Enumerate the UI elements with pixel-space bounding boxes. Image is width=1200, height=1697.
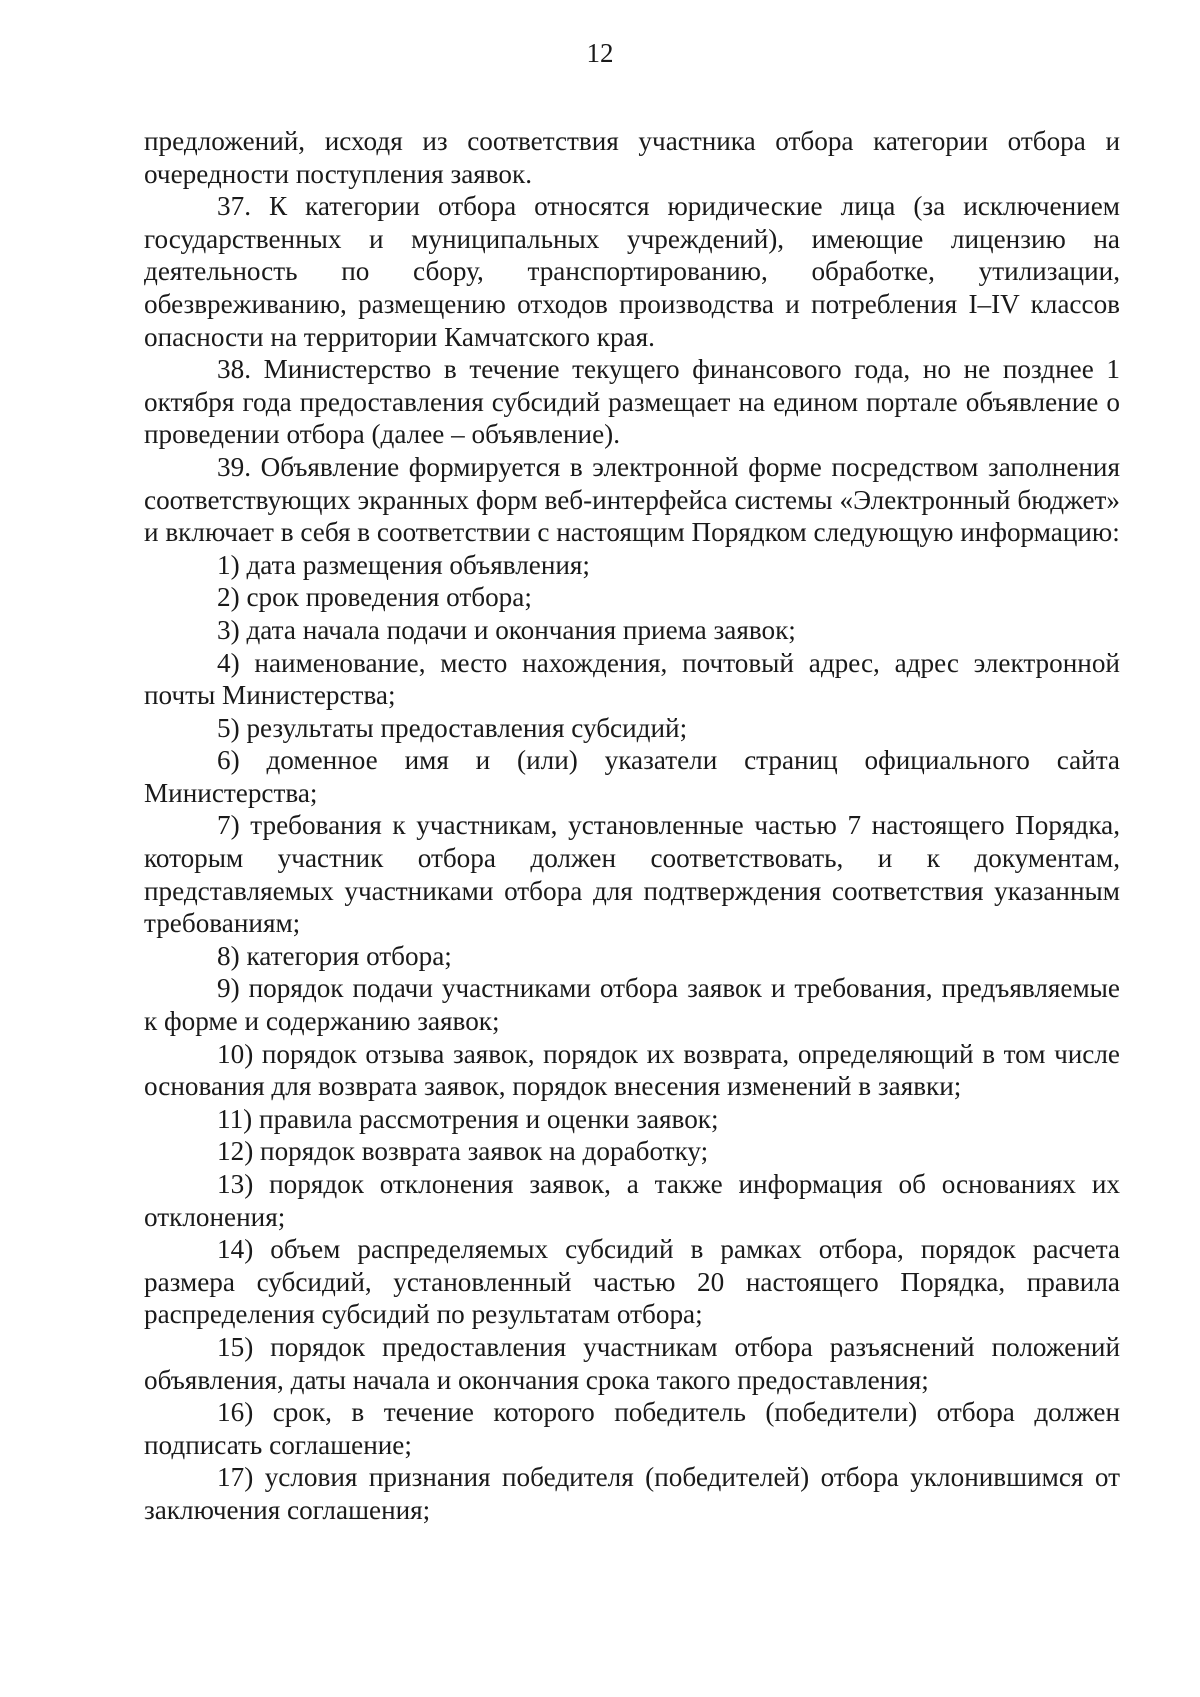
list-item-13: 13) порядок отклонения заявок, а также информация об основаниях их отклонения; [144,1169,1120,1232]
list-item-16: 16) срок, в течение которого победитель (победители) отбора должен подписать соглашение; [144,1397,1120,1460]
list-item-5: 5) результаты предоставления субсидий; [217,712,688,743]
list-item-2: 2) срок проведения отбора; [217,582,532,613]
list-item-1: 1) дата размещения объявления; [217,549,590,580]
paragraph-38: 38. Министерство в течение текущего финансового года, но не позднее 1 октября года предоставления субсидий размещает на едином портале объявление о проведении отбора (далее – объявление). [144,354,1120,450]
list-item-14: 14) объем распределяемых субсидий в рамках отбора, порядок расчета размера субсидий, установленный частью 20 настоящего Порядка, правила распределения субсидий по результатам отбора; [144,1234,1120,1330]
page-number: 12 [586,38,614,68]
list-item-9: 9) порядок подачи участниками отбора заявок и требования, предъявляемые к форме и содержанию заявок; [144,973,1120,1037]
paragraph-37: 37. К категории отбора относятся юридические лица (за исключением государственных и муниципальных учреждений), имеющие лицензию на деятельность по сбору, транспортированию, обработке, утилизации, обезвреживанию, размещению отходов производства и потребления I–IV классов опасности на территории Камчатского края. [144,191,1120,352]
list-item-6: 6) доменное имя и (или) указатели страниц официального сайта Министерства; [144,745,1120,808]
paragraph-39: 39. Объявление формируется в электронной форме посредством заполнения соответствующих экранных форм веб-интерфейса системы «Электронный бюджет» и включает в себя в соответствии с настоящим Порядком следующую информацию: [144,451,1120,548]
list-item-11: 11) правила рассмотрения и оценки заявок; [217,1103,719,1134]
list-item-8: 8) категория отбора; [217,940,452,971]
list-item-10: 10) порядок отзыва заявок, порядок их возврата, определяющий в том числе основания для возврата заявок, порядок внесения изменений в заявки; [144,1038,1120,1102]
list-item-15: 15) порядок предоставления участникам отбора разъяснений положений объявления, даты начала и окончания срока такого предоставления; [144,1331,1120,1395]
list-item-7: 7) требования к участникам, установленные частью 7 настоящего Порядка, которым участник отбора должен соответствовать, и к документам, представляемых участниками отбора для подтверждения соответствия указанным требованиям; [144,810,1120,939]
list-item-4: 4) наименование, место нахождения, почтовый адрес, адрес электронной почты Министерства; [144,647,1120,711]
document-body [144,125,1120,1527]
list-item-17: 17) условия признания победителя (победителей) отбора уклонившимся от заключения соглашения; [144,1462,1120,1525]
paragraph-continuation: предложений, исходя из соответствия участника отбора категории отбора и очередности поступления заявок. [144,126,1120,189]
list-item-12: 12) порядок возврата заявок на доработку; [217,1136,709,1167]
list-item-3: 3) дата начала подачи и окончания приема заявок; [217,614,796,645]
